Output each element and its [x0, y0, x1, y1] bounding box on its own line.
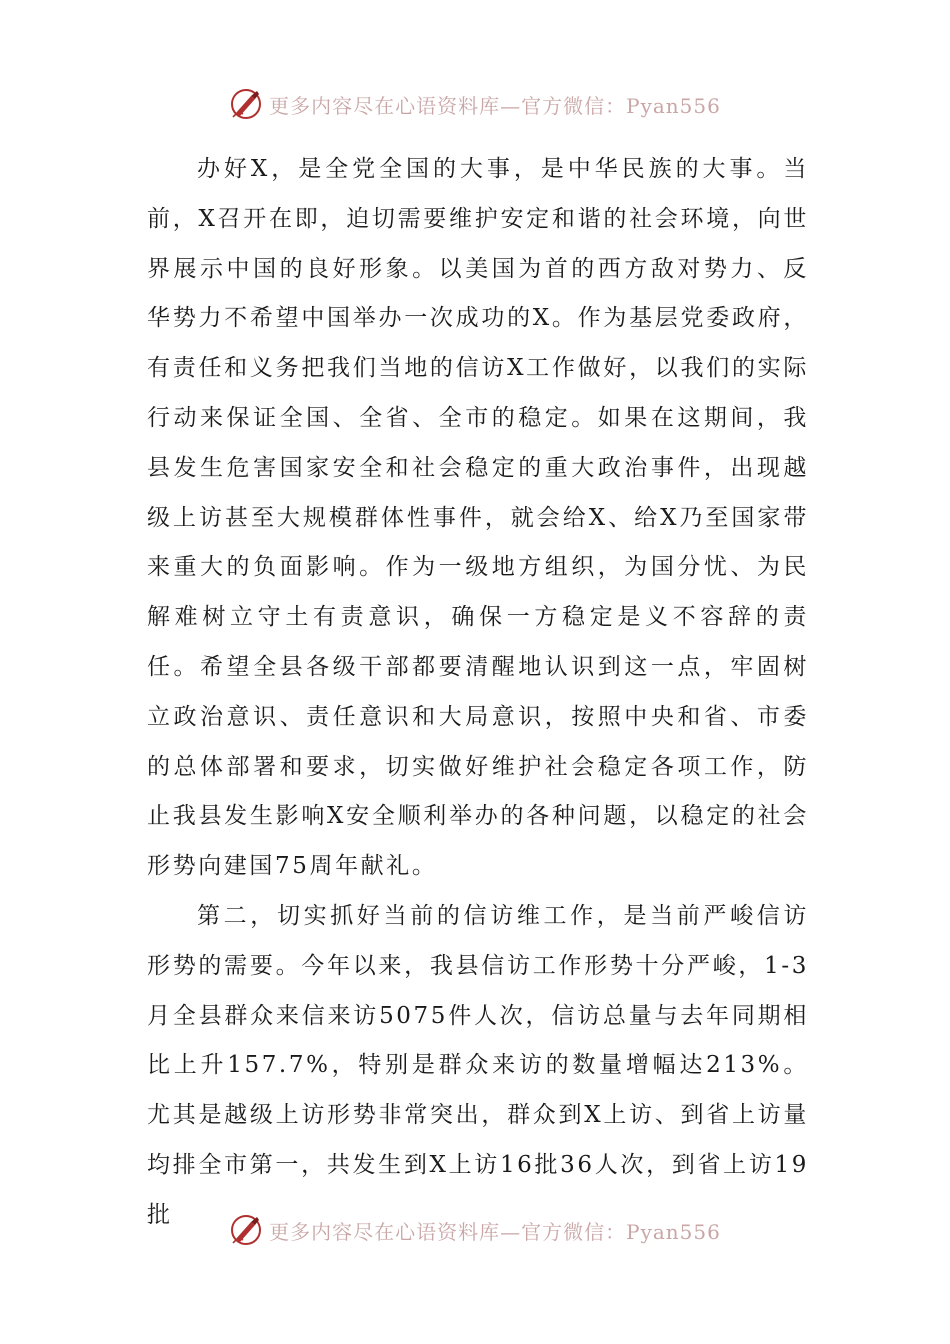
paragraph-1: 办好X，是全党全国的大事，是中华民族的大事。当前，X召开在即，迫切需要维护安定和谐的社会环境，向世界展示中国的良好形象。以美国为首的西方敌对势力、反华势力不希望中国举办一次成功的X。作为基层党委政府，有责任和义务把我们当地的信访X工作做好，以我们的实际行动来保证全国、全省、全市的稳定。如果在这期间，我县发生危害国家安全和社会稳定的重大政治事件，出现越级上访甚至大规模群体性事件，就会给X、给X乃至国家带来重大的负面影响。作为一级地方组织，为国分忧、为民解难树立守土有责意识，确保一方稳定是义不容辞的责任。希望全县各级干部都要清醒地认识到这一点，牢固树立政治意识、责任意识和大局意识，按照中央和省、市委的总体部署和要求，切实做好维护社会稳定各项工作，防止我县发生影响X安全顺利举办的各种问题，以稳定的社会形势向建国75周年献礼。 [147, 156, 809, 880]
pen-logo-icon [229, 87, 263, 121]
paragraph-2: 第二，切实抓好当前的信访维工作，是当前严峻信访形势的需要。今年以来，我县信访工作形势十分严峻，1-3月全县群众来信来访5075件人次，信访总量与去年同期相比上升157.7%，特别是群众来访的数量增幅达213%。尤其是越级上访形势非常突出，群众到X上访、到省上访量均排全市第一，共发生到X上访16批36人次，到省上访19批 [147, 902, 809, 1228]
header-banner-text: 更多内容尽在心语资料库—官方微信：Pyan556 [269, 93, 721, 118]
header-banner [0, 84, 950, 124]
pen-logo-icon [229, 1213, 263, 1247]
footer-banner [0, 1210, 950, 1250]
document-body [147, 145, 809, 1241]
footer-banner-text: 更多内容尽在心语资料库—官方微信：Pyan556 [269, 1219, 721, 1244]
